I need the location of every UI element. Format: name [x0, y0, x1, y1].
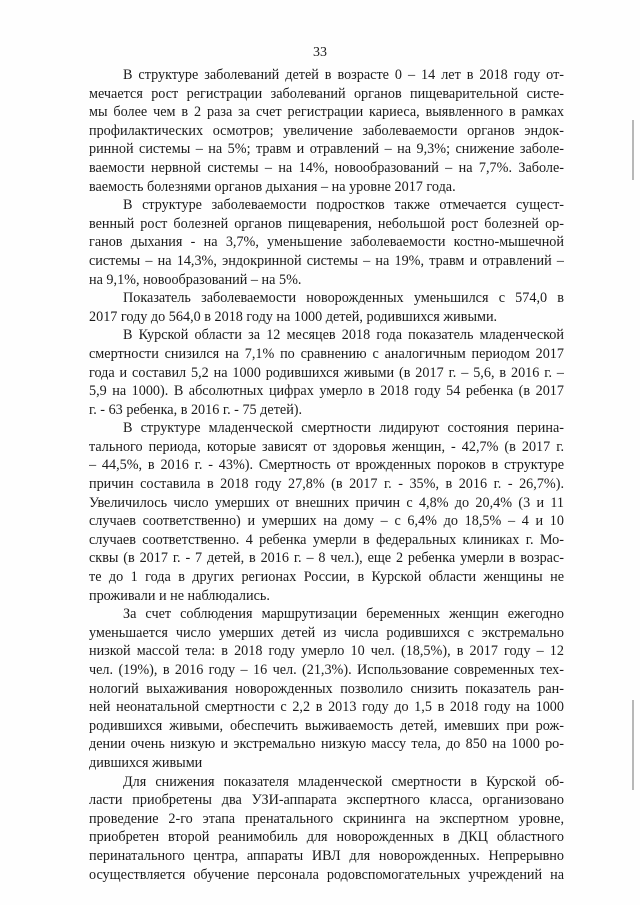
paragraph: [89, 605, 564, 772]
text-line: тального периода, которые зависят от здоровья женщин, - 42,7% (в 2017 г.: [89, 438, 564, 455]
text-line: 2017 году до 564,0 в 2018 году на 1000 детей, родившихся живыми.: [89, 308, 498, 325]
text-line: дившихся живыми: [89, 754, 203, 771]
text-line: те до 1 года в других регионах России, в Курской области женщины не: [89, 569, 564, 586]
paragraph: [89, 326, 564, 419]
text-line: осуществляется обучение персонала родовспомогательных учреждений на: [89, 866, 564, 883]
paragraph: [89, 773, 564, 885]
text-line: Показатель заболеваемости новорожденных уменьшился с 574,0 в: [123, 290, 564, 307]
page-number: 33: [313, 45, 327, 60]
text-line: ринной системы – на 5%; травм и отравлений – на 9,3%; снижение заболе-: [89, 141, 564, 158]
text-line: В структуре младенческой смертности лидируют состояния перина-: [123, 420, 564, 437]
scan-edge-mark: [632, 700, 634, 790]
paragraph: [89, 289, 564, 326]
text-line: проживали и не наблюдались.: [89, 587, 270, 604]
text-line: родившихся живыми, обеспечить выживаемость детей, имевших при рож-: [89, 717, 564, 734]
text-line: случаев соответственно. 4 ребенка умерли в федеральных клиниках г. Мо-: [89, 531, 564, 548]
text-line: 5,9 на 1000). В абсолютных цифрах умерло в 2018 году 54 ребенка (в 2017: [89, 383, 564, 400]
text-line: системы – на 14,3%, эндокринной системы – на 19%, травм и отравлений –: [89, 252, 564, 269]
text-line: В Курской области за 12 месяцев 2018 года показатель младенческой: [123, 327, 564, 344]
paragraph: [89, 419, 564, 605]
document-body: [89, 66, 564, 884]
text-line: случаев соответственно) и умерших на дому – с 6,4% до 18,5% – 4 и 10: [89, 513, 564, 530]
text-line: мы более чем в 2 раза за счет регистрации кариеса, выявленного в рамках: [89, 104, 564, 121]
paragraph: [89, 66, 564, 196]
text-line: ганов дыхания - на 3,7%, уменьшение заболеваемости костно-мышечной: [89, 234, 564, 251]
text-line: За счет соблюдения маршрутизации беременных женщин ежегодно: [123, 606, 564, 623]
text-line: на 9,1%, новообразований – на 5%.: [89, 271, 302, 288]
text-line: ваемость болезнями органов дыхания – на уровне 2017 года.: [89, 178, 456, 195]
text-line: уменьшается число умерших детей из числа родившихся с экстремально: [89, 624, 564, 641]
text-line: мечается рост регистрации заболеваний органов пищеварительной систе-: [89, 85, 564, 102]
text-line: дении очень низкую и экстремально низкую массу тела, до 850 на 1000 ро-: [89, 736, 564, 753]
text-line: смертности снизился на 7,1% по сравнению с аналогичным периодом 2017: [89, 345, 564, 362]
text-line: Увеличилось число умерших от внешних причин с 4,8% до 20,4% (3 и 11: [89, 494, 564, 511]
text-line: причин составила в 2018 году 27,8% (в 2017 г. - 35%, в 2016 г. - 26,7%).: [89, 476, 564, 493]
text-line: – 44,5%, в 2016 г. - 43%). Смертность от врожденных пороков в структуре: [89, 457, 564, 474]
text-line: нологий выхаживания новорожденных позволило снизить показатель ран-: [89, 680, 564, 697]
text-line: В структуре заболеваемости подростков также отмечается сущест-: [123, 197, 564, 214]
text-line: проведение 2-го этапа пренатального скрининга на экспертном уровне,: [89, 810, 564, 827]
text-line: перинатального центра, аппараты ИВЛ для новорожденных. Непрерывно: [89, 847, 564, 864]
text-line: профилактических осмотров; увеличение заболеваемости органов эндок-: [89, 122, 564, 139]
text-line: чел. (19%), в 2016 году – 16 чел. (21,3%). Использование современных тех-: [89, 662, 564, 678]
text-line: ней неонатальной смертности с 2,2 в 2013 году до 1,5 в 2018 году на 1000: [89, 699, 564, 716]
text-line: В структуре заболеваний детей в возрасте 0 – 14 лет в 2018 году от-: [123, 67, 564, 83]
text-line: г. - 63 ребенка, в 2016 г. - 75 детей).: [89, 401, 303, 418]
scan-edge-mark: [632, 120, 634, 180]
text-line: ваемости нервной системы – на 14%, новообразований – на 7,7%. Заболе-: [89, 159, 564, 176]
text-line: года и составил 5,2 на 1000 родившихся живыми (в 2017 г. – 5,6, в 2016 г. –: [89, 364, 564, 381]
paragraph: [89, 196, 564, 289]
text-line: Для снижения показателя младенческой смертности в Курской об-: [123, 773, 564, 790]
text-line: приобретен второй реанимобиль для новорожденных в ДКЦ областного: [89, 829, 564, 846]
text-line: ласти приобретены два УЗИ-аппарата экспертного класса, организовано: [89, 792, 564, 809]
text-line: венный рост болезней органов пищеварения, небольшой рост болезней ор-: [89, 215, 564, 232]
text-line: сквы (в 2017 г. - 7 детей, в 2016 г. – 8 чел.), еще 2 ребенка умерли в возрас-: [89, 550, 564, 567]
text-line: низкой массой тела: в 2018 году умерло 10 чел. (18,5%), в 2017 году – 12: [89, 643, 564, 660]
